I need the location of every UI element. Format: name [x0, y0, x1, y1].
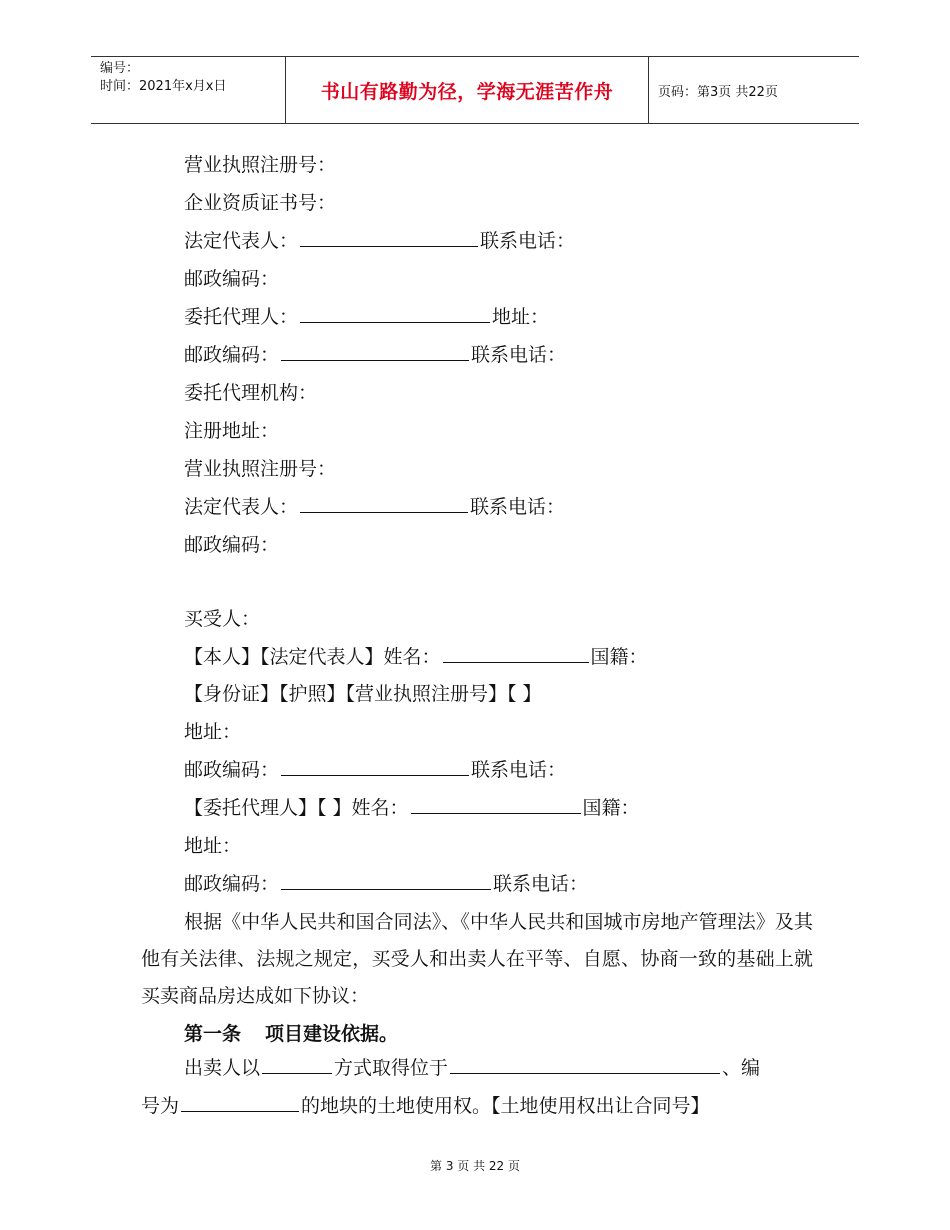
buyer-agent-name: 【委托代理人】【 】姓名： 国籍： — [184, 797, 640, 819]
blank-line[interactable] — [300, 228, 478, 247]
page-label: 页码：第3页 共22页 — [658, 84, 778, 100]
blank-line[interactable] — [281, 342, 469, 361]
number-label: 编号： — [100, 61, 140, 76]
article-1-heading — [184, 1019, 398, 1046]
field-postcode-2: 邮政编码： — [184, 534, 280, 556]
field-qualification-no: 企业资质证书号： — [184, 192, 337, 214]
buyer-postcode-phone: 邮政编码： 联系电话： — [184, 759, 567, 781]
article-1-line-1: 出卖人以 方式取得位于 、编 — [184, 1057, 761, 1079]
field-agency: 委托代理机构： — [184, 382, 318, 404]
header-motto-cell — [285, 57, 649, 123]
blank-line[interactable] — [281, 757, 469, 776]
buyer-title: 买受人： — [184, 608, 261, 630]
time-label: 时间：2021年x月x日 — [100, 79, 227, 94]
blank-line[interactable] — [281, 871, 491, 890]
document-header — [91, 56, 859, 124]
motto-text: 书山有路勤为径，学海无涯苦作舟 — [320, 80, 614, 103]
article-number: 第一条 — [184, 1023, 242, 1045]
page-footer: 第 3 页 共 22 页 — [430, 1159, 520, 1173]
blank-line[interactable] — [411, 795, 581, 814]
header-page-cell — [649, 57, 859, 123]
article-1-line-2: 号为 的地块的土地使用权。【土地使用权出让合同号】 — [141, 1095, 710, 1117]
field-postcode: 邮政编码： — [184, 268, 280, 290]
header-meta — [91, 57, 285, 123]
blank-line[interactable] — [300, 304, 490, 323]
buyer-name-line: 【本人】【法定代表人】姓名： 国籍： — [184, 646, 648, 668]
field-license-no: 营业执照注册号： — [184, 154, 337, 176]
blank-line[interactable] — [300, 494, 468, 513]
field-legal-rep: 法定代表人： 联系电话： — [184, 230, 576, 252]
field-legal-rep-2: 法定代表人： 联系电话： — [184, 496, 566, 518]
buyer-agent-address: 地址： — [184, 835, 242, 857]
field-license-no-2: 营业执照注册号： — [184, 458, 337, 480]
buyer-address: 地址： — [184, 721, 242, 743]
field-reg-address: 注册地址： — [184, 420, 280, 442]
article-title: 项目建设依据。 — [265, 1023, 399, 1045]
buyer-agent-postcode-phone: 邮政编码： 联系电话： — [184, 873, 589, 895]
blank-line[interactable] — [262, 1055, 332, 1074]
blank-line[interactable] — [450, 1055, 720, 1074]
field-agent: 委托代理人： 地址： — [184, 306, 550, 328]
field-postcode-phone: 邮政编码： 联系电话： — [184, 344, 567, 366]
buyer-id-type: 【身份证】【护照】【营业执照注册号】【 】 — [184, 683, 542, 705]
blank-line[interactable] — [443, 644, 589, 663]
intro-paragraph: 根据《中华人民共和国合同法》、《中华人民共和国城市房地产管理法》及其他有关法律、法规之规定，买受人和出卖人在平等、自愿、协商一致的基础上就买卖商品房达成如下协议： — [141, 911, 813, 1007]
blank-line[interactable] — [181, 1093, 299, 1112]
